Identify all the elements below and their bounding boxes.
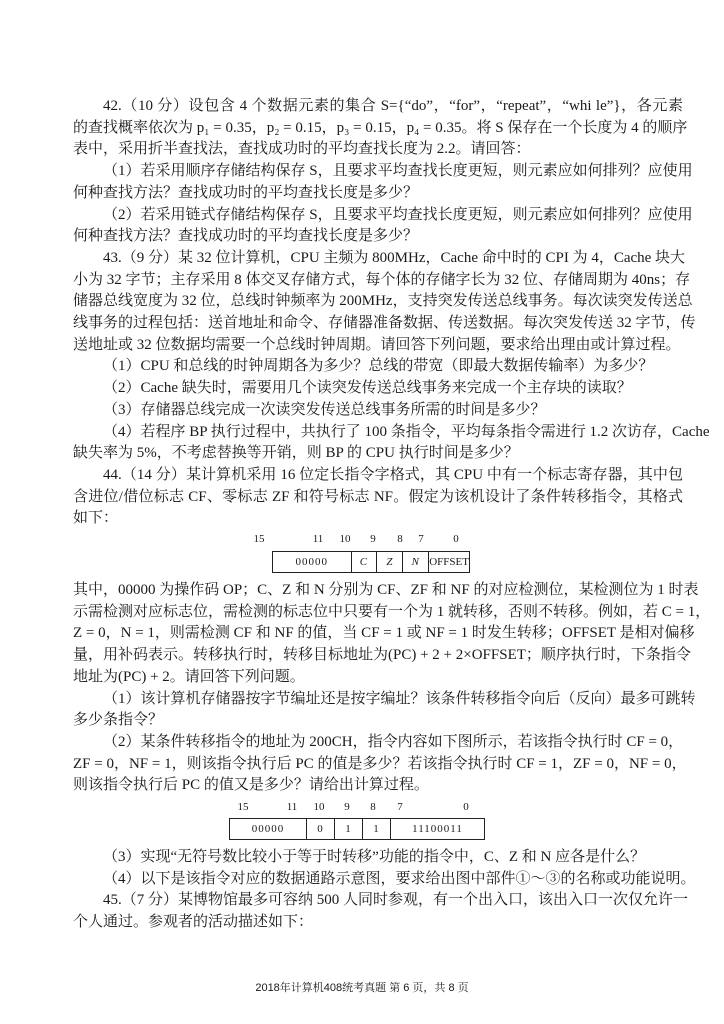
page-footer: 2018年计算机408统考真题 第 6 页，共 8 页 (255, 982, 469, 994)
bit-label: 8 (397, 533, 403, 545)
field-opcode: 00000 (230, 819, 307, 839)
q44-sub3: （3）实现“无符号数比较小于等于时转移”功能的指令中，C、Z 和 N 应各是什么？ (103, 849, 646, 865)
q44-para-line: 其中，00000 为操作码 OP；C、Z 和 N 分别为 CF、ZF 和 NF 的对应检测位，某检测位为 1 时表 (73, 582, 699, 598)
question-44-body (73, 580, 711, 797)
bit-label: 11 (286, 801, 298, 813)
q44-para-line: 示需检测对应标志位，需检测的标志位中只要有一个为 1 就转移，否则不转移。例如，若 C = 1， (73, 603, 711, 620)
q43-line: 送地址或 32 位数据均需要一个总线时钟周期。请回答下列问题，要求给出理由或计算过程。 (73, 336, 681, 353)
bit-label: 15 (253, 533, 265, 545)
field-n: N (403, 552, 429, 572)
bit-label: 7 (418, 533, 424, 545)
field-z: 1 (335, 819, 363, 839)
q43-sub2: （2）Cache 缺失时，需要用几个读突发传送总线事务来完成一个主存块的读取？ (103, 380, 632, 397)
bit-label: 9 (370, 533, 376, 545)
bit-label: 10 (339, 533, 351, 545)
q43-sub4: 缺失率为 5%，不考虑替换等开销，则 BP 的 CPU 执行时间是多少？ (73, 445, 519, 462)
q43-line: 储器总线宽度为 32 位，总线时钟频率为 200MHz，支持突发传送总线事务。每次读突发传送总 (73, 293, 693, 310)
q43-line: 43.（9 分）某 32 位计算机，CPU 主频为 800MHz，Cache 命中时的 CPI 为 4，Cache 块大 (103, 249, 686, 266)
q42-line: 表中，采用折半查找法，查找成功时的平均查找长度为 2.2。请回答： (73, 141, 531, 158)
bit-label: 8 (370, 801, 376, 813)
q44-sub1: 多少条指令？ (73, 712, 164, 729)
q44-para-line: 地址为(PC) + 2。请回答下列问题。 (73, 668, 305, 685)
bit-label: 10 (313, 801, 325, 813)
field-offset: 11100011 (412, 823, 463, 835)
bit-label: 11 (312, 533, 324, 545)
field-c: 0 (307, 819, 335, 839)
instruction-format-1 (272, 551, 470, 573)
q42-line: 的查找概率依次为 p₁ = 0.35，p₂ = 0.15，p₃ = 0.15，p₄ = 0.35。将 S 保存在一个长度为 4 的顺序 (73, 119, 688, 136)
q43-line: 小为 32 字节；主存采用 8 体交叉存储方式，每个体的存储字长为 32 位、存储周期为 40ns；存 (73, 271, 691, 288)
q43-line: 线事务的过程包括：送首地址和命令、存储器准备数据、传送数据。每次突发传送 32 字节，传 (73, 315, 696, 332)
q43-sub3: （3）存储器总线完成一次读突发传送总线事务所需的时间是多少？ (103, 401, 546, 418)
q45-line: 45.（7 分）某博物馆最多可容纳 500 人同时参观，有一个出入口，该出入口一次仅允许一 (103, 892, 689, 909)
bit-label: 0 (453, 533, 459, 545)
bit-label: 7 (397, 801, 403, 813)
bit-label: 15 (237, 801, 249, 813)
q45-line: 个人通过。参观者的活动描述如下： (73, 914, 314, 931)
format1-bit-labels (0, 533, 724, 547)
q44-line: 含进位/借位标志 CF、零标志 ZF 和符号标志 NF。假定为该机设计了条件转移指令，其格式 (73, 488, 683, 505)
q42-sub2: 何种查找方法？查找成功时的平均查找长度是多少？ (73, 228, 419, 245)
q44-sub1: （1）该计算机存储器按字节编址还是按字编址？该条件转移指令向后（反向）最多可跳转 (103, 690, 696, 707)
q44-line: 44.（14 分）某计算机采用 16 位定长指令字格式，其 CPU 中有一个标志寄存器，其中包 (103, 466, 683, 483)
q44-sub2: （2）某条件转移指令的地址为 200CH，指令内容如下图所示，若该指令执行时 CF = 0， (103, 733, 684, 750)
q44-line: 如下： (73, 510, 119, 527)
q44-para-line: 量，用补码表示。转移执行时，转移目标地址为(PC) + 2 + 2×OFFSET；顺序执行时，下条指令 (73, 647, 691, 664)
q42-sub1: （1）若采用顺序存储结构保存 S，且要求平均查找长度更短，则元素应如何排列？应使用 (103, 163, 693, 180)
q43-sub1: （1）CPU 和总线的时钟周期各为多少？总线的带宽（即最大数据传输率）为多少？ (103, 358, 654, 375)
instruction-format-2 (229, 818, 485, 840)
field-n: 1 (363, 819, 391, 839)
field-offset: OFFSET (429, 556, 469, 568)
questions-42-44-text (73, 96, 710, 530)
q42-line: 42.（10 分）设包含 4 个数据元素的集合 S={“do”，“for”，“repeat”，“whi le”}，各元素 (103, 98, 683, 114)
q44-sub2: 则该指令执行后 PC 的值又是多少？请给出计算过程。 (73, 777, 429, 794)
q42-sub1: 何种查找方法？查找成功时的平均查找长度是多少？ (73, 184, 419, 201)
q43-sub4: （4）若程序 BP 执行过程中，共执行了 100 条指令，平均每条指令需进行 1.2 次访存，Cache (103, 423, 710, 440)
bit-label: 0 (463, 801, 469, 813)
field-z: Z (377, 552, 403, 572)
q42-sub2: （2）若采用链式存储结构保存 S，且要求平均查找长度更短，则元素应如何排列？应使用 (103, 206, 693, 223)
questions-44-45-tail (73, 847, 696, 934)
format2-bit-labels (0, 801, 724, 815)
q44-sub2: ZF = 0，NF = 1，则该指令执行后 PC 的值是多少？若该指令执行时 CF = 1，ZF = 0，NF = 0， (73, 755, 687, 772)
q44-para-line: Z = 0，N = 1，则需检测 CF 和 NF 的值，当 CF = 1 或 NF = 1 时发生转移；OFFSET 是相对偏移 (73, 625, 695, 642)
q44-sub4: （4）以下是该指令对应的数据通路示意图，要求给出图中部件①～③的名称或功能说明。 (103, 870, 696, 887)
field-opcode: 00000 (273, 552, 352, 572)
field-c: C (352, 552, 378, 572)
bit-label: 9 (344, 801, 350, 813)
